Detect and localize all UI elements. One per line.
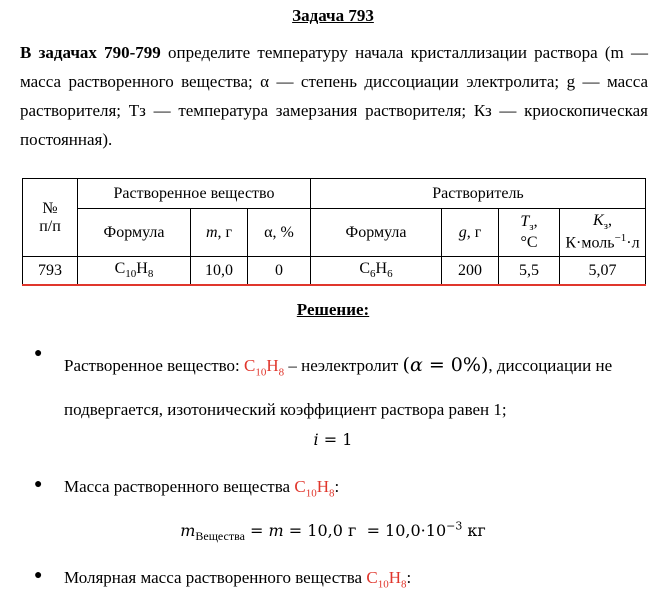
bullet-molar-text: Молярная масса растворенного вещества $C_{10}H_8$: — [64, 568, 412, 590]
col-kz: $K_з$, К·моль$^{-1}$·л — [560, 209, 646, 257]
bullet-icon: ● — [34, 477, 43, 492]
statement-bold: В задачах 790-799 — [20, 43, 161, 62]
header-solute: Растворенное вещество — [78, 179, 311, 209]
col-g: g, г — [442, 209, 499, 257]
solute-formula: $C_{10}H_8$ — [244, 356, 285, 379]
bullet-icon: ● — [34, 346, 43, 361]
header-solvent: Растворитель — [311, 179, 646, 209]
bullet-icon: ● — [34, 568, 43, 583]
statement-text: определите температуру начала кристаллизации раствора (m — масса растворенного вещества; α — степень диссоциации электролита; g — масса растворителя; Тз — температура замерзания растворителя; Кз — криоскопическая постоянная). — [20, 43, 648, 149]
mass-formula: $C_{10}H_8$ — [294, 477, 335, 500]
col-alpha: α, % — [248, 209, 311, 257]
col-tz: $T_з$, °С — [499, 209, 560, 257]
data-table — [22, 178, 646, 286]
cell-formula2: $C_6H_6$ — [311, 257, 442, 286]
problem-title: Задача 793 — [292, 6, 374, 25]
cell-num: 793 — [23, 257, 78, 286]
bullet-mass-text: Масса растворенного вещества $C_{10}H_8$: — [64, 477, 340, 500]
cell-tz: 5,5 — [499, 257, 560, 286]
problem-statement — [20, 38, 648, 154]
cell-kz: 5,07 — [560, 257, 646, 286]
formula-i: i = 1 — [313, 430, 353, 449]
col-formula: Формула — [78, 209, 191, 257]
solution-title: Решение: — [296, 300, 370, 319]
cell-g: 200 — [442, 257, 499, 286]
molar-formula: $C_{10}H_8$ — [366, 568, 407, 590]
formula-mass: $m_{Вещества} = m = 10,0$ $г = 10,0\cdot 10^{-3}$ кг — [180, 520, 486, 544]
col-m: m, г — [191, 209, 248, 257]
bullet-solute-text: Растворенное вещество: $C_{10}H_8$ – неэлектролит (α = 0%), диссоциации не подвергается, изотонический коэффициент раствора равен 1; — [64, 354, 613, 420]
alpha-paren: (α = 0%) — [402, 354, 489, 376]
cell-m: 10,0 — [191, 257, 248, 286]
header-num: № п/п — [23, 179, 78, 257]
cell-formula: $C_{10}H_8$ — [78, 257, 191, 286]
col-formula2: Формула — [311, 209, 442, 257]
cell-alpha: 0 — [248, 257, 311, 286]
